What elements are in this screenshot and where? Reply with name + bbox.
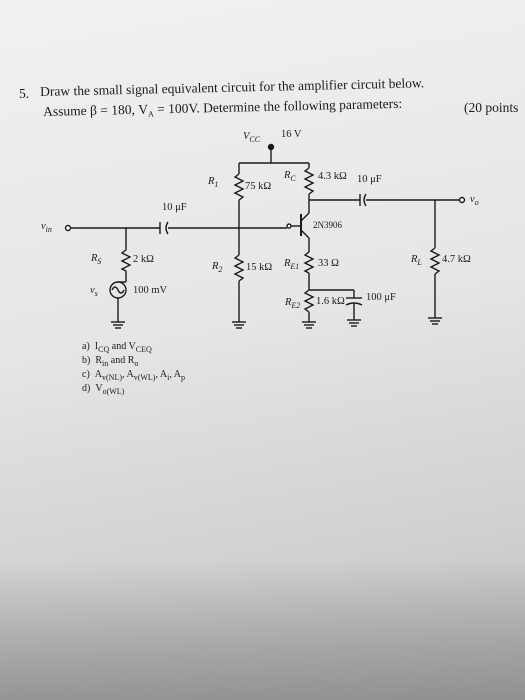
rc-resistor	[305, 168, 313, 194]
vcc-label: $V_{CC}$	[243, 131, 261, 144]
transistor-collector	[301, 213, 309, 221]
re1-label: $R_{E1}$	[284, 258, 300, 271]
question-a: a) $I_{CQ}$ and $V_{CEQ}$	[82, 341, 152, 354]
rl-label: $R_L$	[411, 254, 422, 267]
r2-resistor	[235, 255, 243, 281]
r1-resistor	[235, 174, 243, 200]
rc-value: 4.3 kΩ	[318, 171, 347, 182]
problem-line-1: Draw the small signal equivalent circuit for the amplifier circuit below.	[40, 75, 425, 99]
vin-terminal	[66, 226, 71, 231]
points-label: (20 points	[464, 100, 519, 115]
re1-value: 33 Ω	[318, 258, 339, 269]
re2-resistor	[305, 290, 313, 312]
vcc-value: 16 V	[281, 129, 302, 140]
ce-value: 100 μF	[366, 292, 396, 303]
question-c: c) $A_{v(NL)}$, $A_{v(WL)}$, $A_i$, $A_p$	[82, 369, 186, 382]
vs-value: 100 mV	[133, 285, 168, 296]
transistor-label: 2N3906	[313, 220, 342, 230]
vin-label: $v_{in}$	[41, 221, 52, 234]
cin-plate-2	[166, 222, 168, 234]
rl-value: 4.7 kΩ	[442, 254, 471, 265]
r1-label: $R_1$	[208, 176, 219, 189]
rs-resistor	[122, 250, 130, 271]
vs-sine	[112, 287, 124, 293]
re1-resistor	[305, 252, 313, 273]
r1-value: 75 kΩ	[245, 181, 272, 192]
cout-plate-2	[364, 194, 366, 206]
vo-label: $v_o$	[470, 194, 479, 207]
cout-value: 10 μF	[357, 174, 382, 185]
re2-label: $R_{E2}$	[285, 297, 301, 310]
vo-terminal	[460, 198, 465, 203]
question-d: d) $V_{o(WL)}$	[82, 383, 125, 396]
transistor-emitter	[301, 230, 309, 238]
problem-line-2: Assume β = 180, $V_A = 100V$. Determine the following parameters:	[43, 95, 403, 119]
rs-value: 2 kΩ	[133, 254, 154, 265]
rc-label: $R_C$	[284, 170, 296, 183]
question-b: b) $R_{in}$ and $R_o$	[82, 355, 139, 368]
rs-label: $R_S$	[91, 253, 102, 266]
cin-value: 10 μF	[162, 202, 187, 213]
vs-label: $v_s$	[90, 285, 98, 298]
r2-label: $R_2$	[212, 261, 223, 274]
problem-number: 5.	[19, 86, 30, 101]
r2-value: 15 kΩ	[246, 262, 273, 273]
rl-resistor	[431, 248, 439, 274]
re2-value: 1.6 kΩ	[316, 296, 345, 307]
transistor-base-dot	[287, 224, 291, 228]
